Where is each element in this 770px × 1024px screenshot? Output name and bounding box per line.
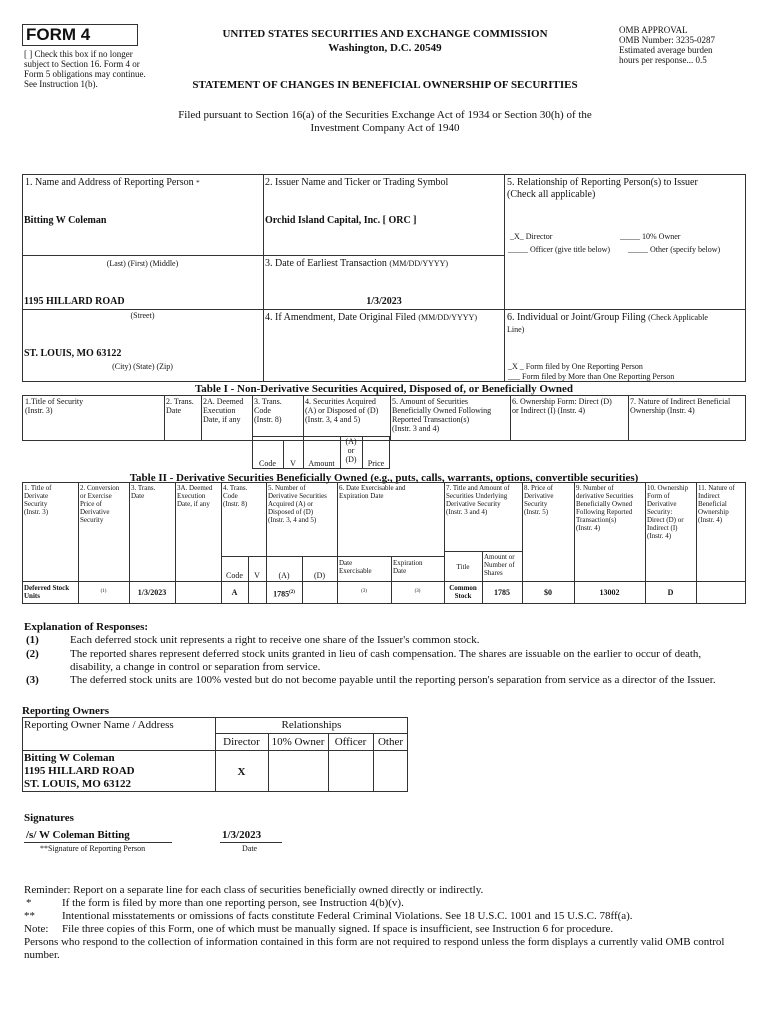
ro-col-other: Other bbox=[377, 736, 404, 748]
t1-col-amount: 5. Amount of Securities Beneficially Owned Following Reported Transaction(s) (Instr. 3 and 4) bbox=[392, 397, 492, 433]
reminder-star1-text: If the form is filed by more than one reporting person, see Instruction 4(b)(v). bbox=[62, 897, 404, 909]
t2-h7: 7. Title and Amount of Securities Underlying Derivative Security (Instr. 3 and 4) bbox=[446, 484, 510, 516]
t2-h8: 8. Price of Derivative Security (Instr. 5) bbox=[524, 484, 554, 516]
t1-col-nature: 7. Nature of Indirect Beneficial Ownership (Instr. 4) bbox=[630, 397, 731, 415]
t2-h10: 10. Ownership Form of Derivative Security: Direct (D) or Indirect (I) (Instr. 4) bbox=[647, 484, 689, 540]
name-sublabel: (Last) (First) (Middle) bbox=[106, 259, 179, 268]
explanation-heading: Explanation of Responses: bbox=[24, 621, 149, 633]
commission-location: Washington, D.C. 20549 bbox=[328, 42, 442, 54]
t2-sub-amount: Amount or Number of Shares bbox=[484, 553, 515, 577]
t2-sub-d: (D) bbox=[313, 571, 326, 580]
checkbox-note[interactable]: [ ] Check this box if no longer subject to Section 16. Form 4 or Form 5 obligations may continue. See Instruction 1(b). bbox=[24, 49, 146, 89]
signature-label: **Signature of Reporting Person bbox=[40, 844, 146, 853]
street-sublabel: (Street) bbox=[130, 311, 155, 320]
filed-pursuant: Filed pursuant to Section 16(a) of the Securities Exchange Act of 1934 or Section 30(h) of the Investment Company Act of 1940 bbox=[178, 109, 592, 134]
t2-row-date: 1/3/2023 bbox=[137, 588, 167, 597]
explanation-text-3: The deferred stock units are 100% vested but do not become payable until the reporting person's separation from service as a director of the Issuer. bbox=[70, 674, 716, 686]
reminder-star1: * bbox=[26, 897, 32, 909]
t2-h9: 9. Number of derivative Securities Beneficially Owned Following Reported Transaction(s) (Instr. 4) bbox=[576, 484, 634, 532]
t1-col-code: 3. Trans. Code (Instr. 8) bbox=[254, 397, 282, 424]
t1-sub-amount: Amount bbox=[308, 459, 335, 468]
table1-title: Table I - Non-Derivative Securities Acquired, Disposed of, or Beneficially Owned bbox=[194, 383, 574, 395]
t2-sub-expiration: Expiration Date bbox=[393, 559, 423, 575]
t2-row-code: A bbox=[231, 588, 238, 597]
ro-col-officer: Officer bbox=[334, 736, 367, 748]
reminder-note-text: File three copies of this Form, one of which must be manually signed. If space is insufficient, see Instruction 6 for procedure. bbox=[62, 923, 614, 935]
t2-h4: 4. Trans. Code (Instr. 8) bbox=[223, 484, 248, 508]
relationship-officer[interactable]: _____ Officer (give title below) bbox=[508, 245, 611, 254]
reminder-star2-text: Intentional misstatements or omissions of facts constitute Federal Criminal Violations. See 18 U.S.C. 1001 and 15 U.S.C. 78ff(a). bbox=[62, 910, 633, 922]
t2-h6: 6. Date Exercisable and Expiration Date bbox=[339, 484, 406, 500]
filing-option-multiple[interactable]: ___ Form filed by More than One Reporting Person bbox=[508, 372, 675, 381]
t2-row-conversion-fn: (1) bbox=[100, 589, 107, 594]
t1-sub-v: V bbox=[290, 459, 296, 468]
t2-row-shares: 1785 bbox=[494, 588, 510, 597]
form-title-box bbox=[22, 24, 138, 46]
t2-h5: 5. Number of Derivative Securities Acquired (A) or Disposed of (D) (Instr. 3, 4 and 5) bbox=[268, 484, 327, 524]
reporting-person-city: ST. LOUIS, MO 63122 bbox=[24, 348, 122, 359]
t2-h1: 1. Title of Derivate Security (Instr. 3) bbox=[24, 484, 52, 516]
t1-sub-price: Price bbox=[367, 459, 385, 468]
t2-row-security: Deferred Stock Units bbox=[24, 584, 70, 600]
t2-sub-exercisable: Date Exercisable bbox=[339, 559, 372, 575]
ro-col-relationships: Relationships bbox=[281, 719, 342, 731]
relationship-director[interactable]: _X_ Director bbox=[510, 232, 553, 241]
signature: /s/ W Coleman Bitting bbox=[26, 829, 130, 841]
t2-h2: 2. Conversion or Exercise Price of Derivative Security bbox=[80, 484, 120, 524]
t2-row-price: $0 bbox=[544, 588, 552, 597]
box3-label: 3. Date of Earliest Transaction (MM/DD/YYYY) bbox=[265, 258, 449, 269]
t2-sub-title: Title bbox=[456, 563, 470, 571]
t2-h11: 11. Nature of Indirect Beneficial Ownership (Instr. 4) bbox=[698, 484, 735, 524]
reporting-person-street: 1195 HILLARD ROAD bbox=[24, 296, 125, 307]
table2-title: Table II - Derivative Securities Beneficially Owned (e.g., puts, calls, warrants, options, convertible securities) bbox=[129, 472, 639, 484]
reminder-star2: ** bbox=[24, 910, 35, 922]
t1-col-title: 1.Title of Security (Instr. 3) bbox=[25, 397, 84, 415]
t2-row-form: D bbox=[667, 588, 674, 597]
ro-col-name: Reporting Owner Name / Address bbox=[24, 719, 174, 731]
reporting-info-frame bbox=[22, 174, 746, 382]
t1-col-deemed: 2A. Deemed Execution Date, if any bbox=[203, 397, 244, 424]
box1-label: 1. Name and Address of Reporting Person * bbox=[25, 177, 200, 188]
reminder-persons: Persons who respond to the collection of information contained in this form are not required to respond unless the form displays a currently valid OMB control number. bbox=[24, 936, 725, 961]
reporting-person-name: Bitting W Coleman bbox=[24, 215, 107, 226]
explanation-text-1: Each deferred stock unit represents a right to receive one share of the Issuer's common stock. bbox=[70, 634, 480, 646]
reporting-owners-heading: Reporting Owners bbox=[22, 705, 110, 717]
t1-col-acquired: 4. Securities Acquired (A) or Disposed of (D) (Instr. 3, 4 and 5) bbox=[305, 397, 379, 424]
t2-row-title: Common Stock bbox=[449, 584, 477, 600]
ro-col-ten-pct: 10% Owner bbox=[271, 736, 325, 748]
t1-sub-aord: (A) or (D) bbox=[345, 437, 357, 464]
t1-col-ownership: 6. Ownership Form: Direct (D) or Indirect (I) (Instr. 4) bbox=[512, 397, 612, 415]
box2-label: 2. Issuer Name and Ticker or Trading Symbol bbox=[265, 177, 449, 188]
t2-sub-code: Code bbox=[226, 571, 243, 580]
relationship-ten-pct-owner[interactable]: _____ 10% Owner bbox=[620, 232, 681, 241]
reminder-line: Reminder: Report on a separate line for each class of securities beneficially owned directly or indirectly. bbox=[24, 884, 484, 896]
t1-col-date: 2. Trans. Date bbox=[166, 397, 194, 415]
earliest-transaction-date: 1/3/2023 bbox=[366, 296, 402, 307]
explanation-num-1: (1) bbox=[26, 634, 39, 646]
signatures-heading: Signatures bbox=[24, 812, 74, 824]
signature-date: 1/3/2023 bbox=[222, 829, 262, 841]
form-title: FORM 4 bbox=[26, 25, 91, 44]
ro-director-mark: X bbox=[237, 766, 246, 778]
t2-sub-a: (A) bbox=[278, 571, 290, 580]
t2-row-owned: 13002 bbox=[599, 588, 620, 597]
explanation-num-2: (2) bbox=[26, 648, 39, 660]
filing-option-one[interactable]: _X _ Form filed by One Reporting Person bbox=[508, 362, 643, 371]
t2-row-expiration-fn: (3) bbox=[414, 589, 421, 594]
issuer-name: Orchid Island Capital, Inc. [ ORC ] bbox=[265, 215, 417, 226]
reminder-note: Note: bbox=[24, 923, 49, 935]
omb-approval: OMB APPROVAL OMB Number: 3235-0287 Estimated average burden hours per response... 0.5 bbox=[619, 25, 715, 65]
t2-row-exercisable-fn: (3) bbox=[361, 589, 367, 594]
explanation-num-3: (3) bbox=[26, 674, 39, 686]
box5-label: 5. Relationship of Reporting Person(s) to Issuer (Check all applicable) bbox=[507, 177, 698, 200]
t2-row-amount: 1785$^{(2)}$ bbox=[273, 589, 295, 599]
box6-label: 6. Individual or Joint/Group Filing (Check Applicable Line) bbox=[507, 312, 708, 334]
explanation-text-2: The reported shares represent deferred stock units granted in lieu of cash compensation. The shares are issuable on the earlier to occur of death, disability, a change in control or separation from service. bbox=[70, 648, 702, 673]
ro-col-director: Director bbox=[223, 736, 260, 748]
t2-sub-v: V bbox=[254, 571, 260, 580]
ro-owner: Bitting W Coleman 1195 HILLARD ROAD ST. LOUIS, MO 63122 bbox=[24, 752, 135, 790]
t2-h3a: 3A. Deemed Execution Date, if any bbox=[177, 484, 213, 508]
signature-date-label: Date bbox=[242, 844, 258, 853]
table2-frame bbox=[22, 482, 746, 604]
relationship-other[interactable]: _____ Other (specify below) bbox=[628, 245, 721, 254]
t1-sub-code: Code bbox=[259, 459, 276, 468]
statement-title: STATEMENT OF CHANGES IN BENEFICIAL OWNERSHIP OF SECURITIES bbox=[192, 79, 578, 91]
commission-name: UNITED STATES SECURITIES AND EXCHANGE COMMISSION bbox=[222, 28, 548, 40]
t2-h3: 3. Trans. Date bbox=[131, 484, 156, 500]
box4-label: 4. If Amendment, Date Original Filed (MM/DD/YYYY) bbox=[265, 312, 477, 323]
city-sublabel: (City) (State) (Zip) bbox=[112, 362, 173, 371]
